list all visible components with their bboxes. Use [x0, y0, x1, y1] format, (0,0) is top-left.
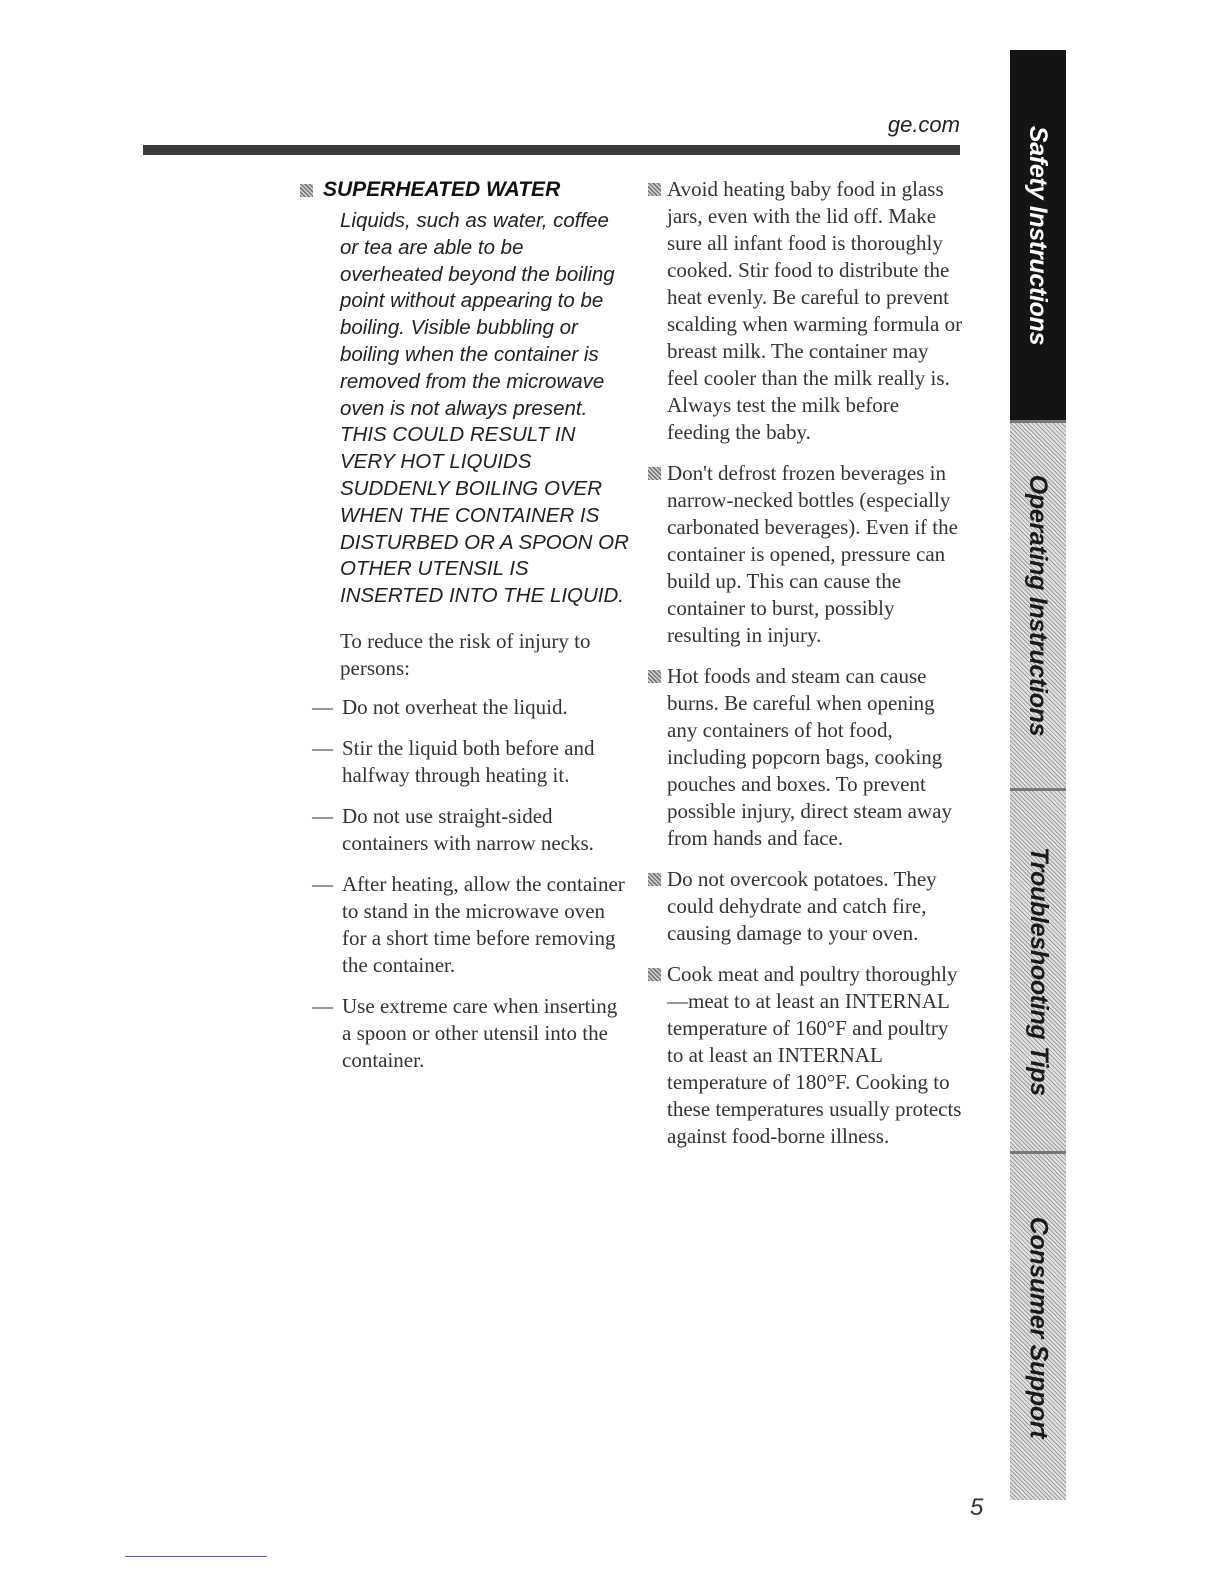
- list-item: [648, 460, 963, 649]
- dash-bullet: —: [312, 871, 333, 896]
- tab-label: Troubleshooting Tips: [1024, 846, 1053, 1096]
- dash-bullet: —: [312, 694, 333, 719]
- list-item: [312, 871, 630, 979]
- dash-bullet: —: [312, 993, 333, 1018]
- list-item-text: Do not use straight-sided containers with narrow necks.: [342, 803, 594, 855]
- right-column: [648, 176, 963, 1164]
- list-item: [312, 803, 630, 857]
- square-bullet-icon: [648, 968, 661, 981]
- footnote-rule: [125, 1556, 267, 1557]
- square-bullet-icon: [648, 873, 661, 886]
- section-heading: [300, 178, 630, 202]
- tab-label: Safety Instructions: [1024, 125, 1053, 345]
- list-item-text: Cook meat and poultry thoroughly—meat to at least an INTERNAL temperature of 160°F and poultry to at least an INTERNAL temperature of 180°F. Cooking to these temperatures usually protects against food-borne illness.: [667, 962, 962, 1148]
- list-item: [648, 663, 963, 852]
- list-item-text: Hot foods and steam can cause burns. Be careful when opening any containers of hot food, including popcorn bags, cooking pouches and boxes. To prevent possible injury, direct steam away from hands and face.: [667, 664, 952, 850]
- list-item-text: Avoid heating baby food in glass jars, even with the lid off. Make sure all infant food is thoroughly cooked. Stir food to distribute the heat evenly. Be careful to prevent scalding when warming formula or breast milk. The container may feel cooler than the milk really is. Always test the milk before feeding the baby.: [667, 177, 963, 444]
- square-bullet-icon: [648, 467, 661, 480]
- list-item-text: Don't defrost frozen beverages in narrow-necked bottles (especially carbonated beverages). Even if the container is opened, pressure can build up. This can cause the container to burst, possibly resulting in injury.: [667, 461, 958, 647]
- page-number: 5: [970, 1494, 984, 1521]
- tab-operating-instructions[interactable]: [1010, 423, 1066, 788]
- tab-consumer-support[interactable]: [1010, 1154, 1066, 1500]
- header-rule: [143, 145, 960, 155]
- square-bullet-icon: [648, 183, 661, 196]
- intro-text: To reduce the risk of injury to persons:: [340, 628, 591, 680]
- tab-troubleshooting-tips[interactable]: [1010, 791, 1066, 1151]
- dash-bullet: —: [312, 735, 333, 760]
- header-site: ge.com: [887, 112, 960, 137]
- list-item-text: Stir the liquid both before and halfway through heating it.: [342, 735, 595, 787]
- list-item: [648, 961, 963, 1150]
- left-column: [300, 176, 630, 1088]
- warning-text: Liquids, such as water, coffee or tea are able to be overheated beyond the boiling point without appearing to be boiling. Visible bubbling or boiling when the container is removed from the microwave oven is not always present.: [340, 209, 615, 420]
- dash-bullet: —: [312, 803, 333, 828]
- tab-label: Consumer Support: [1024, 1216, 1053, 1438]
- warning-caps: THIS COULD RESULT IN VERY HOT LIQUIDS SUDDENLY BOILING OVER WHEN THE CONTAINER IS DISTURBED OR A SPOON OR OTHER UTENSIL IS INSERTED INTO THE LIQUID.: [340, 423, 629, 608]
- list-item: [312, 694, 630, 721]
- tab-label: Operating Instructions: [1024, 474, 1053, 737]
- list-item-text: Use extreme care when inserting a spoon or other utensil into the container.: [342, 993, 618, 1072]
- square-bullet-icon: [300, 184, 313, 197]
- tab-safety-instructions[interactable]: [1010, 50, 1066, 420]
- list-item: [648, 176, 963, 446]
- list-item-text: Do not overcook potatoes. They could dehydrate and catch fire, causing damage to your oven.: [667, 867, 937, 945]
- list-item: [648, 866, 963, 947]
- heading-text: SUPERHEATED WATER: [323, 178, 561, 201]
- section-tabs: [1010, 50, 1066, 1500]
- list-item: [312, 735, 630, 789]
- list-item-text: Do not overheat the liquid.: [342, 694, 568, 719]
- list-item-text: After heating, allow the container to stand in the microwave oven for a short time before removing the container.: [342, 871, 625, 977]
- square-bullet-icon: [648, 670, 661, 683]
- list-item: [312, 993, 630, 1074]
